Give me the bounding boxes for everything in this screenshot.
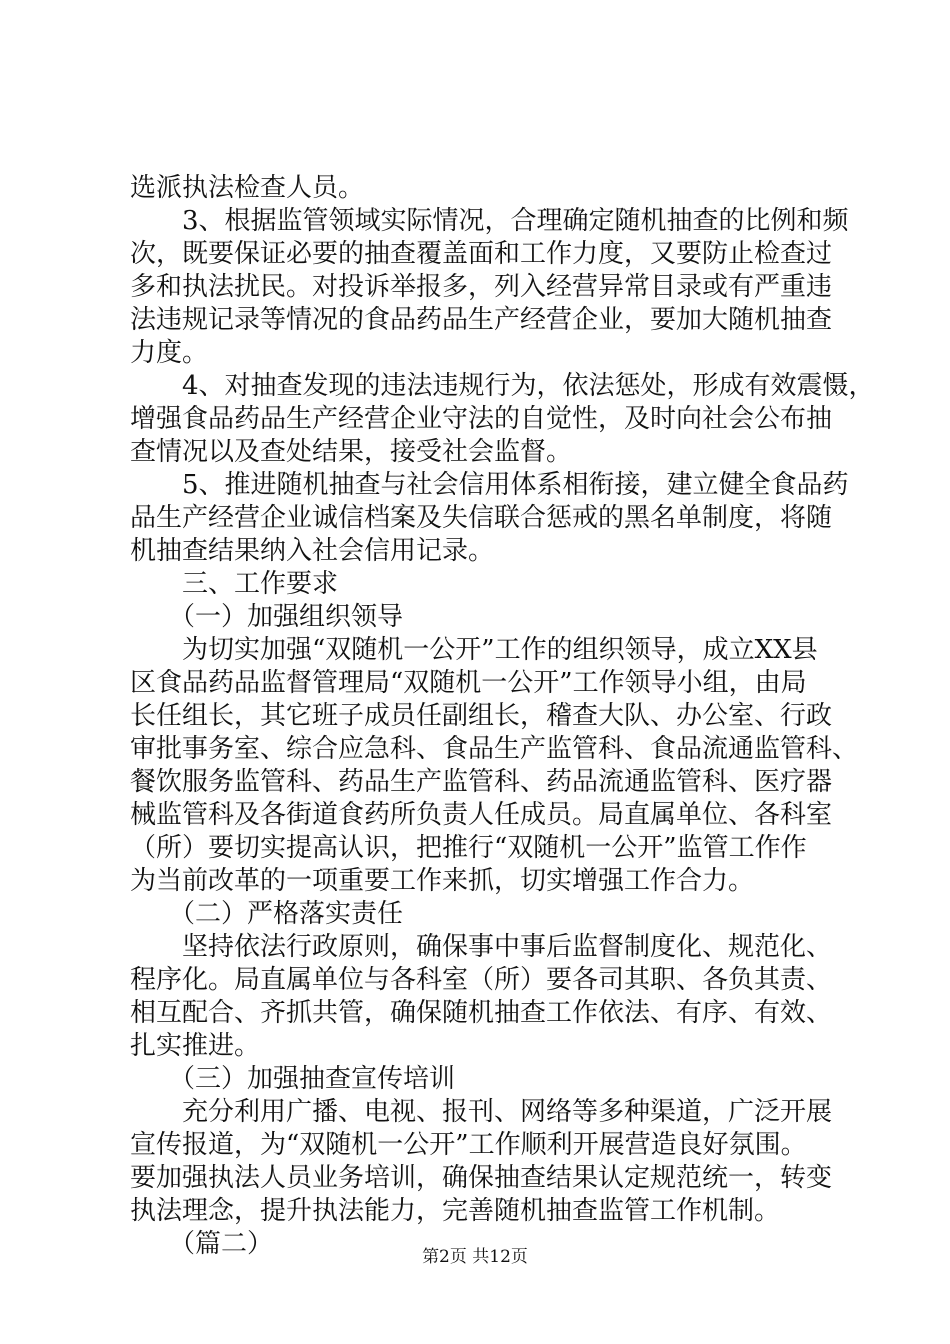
paragraph-line: 力度。 (130, 338, 209, 368)
paragraph-line: 查情况以及查处结果，接受社会监督。 (130, 437, 573, 467)
paragraph-line: 为当前改革的一项重要工作来抓，切实增强工作合力。 (130, 866, 755, 896)
paragraph-line: 为切实加强“双随机一公开”工作的组织领导，成立XX县 (130, 635, 818, 665)
paragraph-line: 次，既要保证必要的抽查覆盖面和工作力度，又要防止检查过 (130, 239, 833, 269)
section-heading: （篇二） (130, 1229, 274, 1259)
section-heading: 三、工作要求 (130, 569, 339, 599)
paragraph-line: 多和执法扰民。对投诉举报多，列入经营异常目录或有严重违 (130, 272, 833, 302)
paragraph-line: 充分利用广播、电视、报刊、网络等多种渠道，广泛开展 (130, 1097, 833, 1127)
paragraph-line: 5、推进随机抽查与社会信用体系相衔接，建立健全食品药 (130, 470, 849, 500)
paragraph-line: 餐饮服务监管科、药品生产监管科、药品流通监管科、医疗器 (130, 767, 833, 797)
paragraph-line: 区食品药品监督管理局“双随机一公开”工作领导小组，由局 (130, 668, 807, 698)
paragraph-line: 机抽查结果纳入社会信用记录。 (130, 536, 495, 566)
paragraph-line: （所）要切实提高认识，把推行“双随机一公开”监管工作作 (130, 833, 807, 863)
paragraph-line: 增强食品药品生产经营企业守法的自觉性，及时向社会公布抽 (130, 404, 833, 434)
paragraph-line: 执法理念，提升执法能力，完善随机抽查监管工作机制。 (130, 1196, 781, 1226)
paragraph-line: 要加强执法人员业务培训，确保抽查结果认定规范统一，转变 (130, 1163, 833, 1193)
subsection-heading: （三）加强抽查宣传培训 (130, 1064, 456, 1094)
paragraph-line: 坚持依法行政原则，确保事中事后监督制度化、规范化、 (130, 932, 833, 962)
paragraph-line: 法违规记录等情况的食品药品生产经营企业，要加大随机抽查 (130, 305, 833, 335)
paragraph-line: 审批事务室、综合应急科、食品生产监管科、食品流通监管科、 (130, 734, 859, 764)
paragraph-line: 械监管科及各街道食药所负责人任成员。局直属单位、各科室 (130, 800, 833, 830)
paragraph-line: 相互配合、齐抓共管，确保随机抽查工作依法、有序、有效、 (130, 998, 833, 1028)
paragraph-line: 4、对抽查发现的违法违规行为，依法惩处，形成有效震慑， (130, 371, 875, 401)
subsection-heading: （二）严格落实责任 (130, 899, 404, 929)
paragraph-line: 宣传报道，为“双随机一公开”工作顺利开展营造良好氛围。 (130, 1130, 807, 1160)
page-footer: 第2页 共12页 (422, 1247, 528, 1267)
paragraph-line: 程序化。局直属单位与各科室（所）要各司其职、各负其责、 (130, 965, 833, 995)
paragraph-line: 3、根据监管领域实际情况，合理确定随机抽查的比例和频 (130, 206, 849, 236)
paragraph-line: 长任组长，其它班子成员任副组长，稽查大队、办公室、行政 (130, 701, 833, 731)
paragraph-line: 扎实推进。 (130, 1031, 261, 1061)
body-line: 选派执法检查人员。 (130, 173, 365, 203)
paragraph-line: 品生产经营企业诚信档案及失信联合惩戒的黑名单制度，将随 (130, 503, 833, 533)
subsection-heading: （一）加强组织领导 (130, 602, 404, 632)
